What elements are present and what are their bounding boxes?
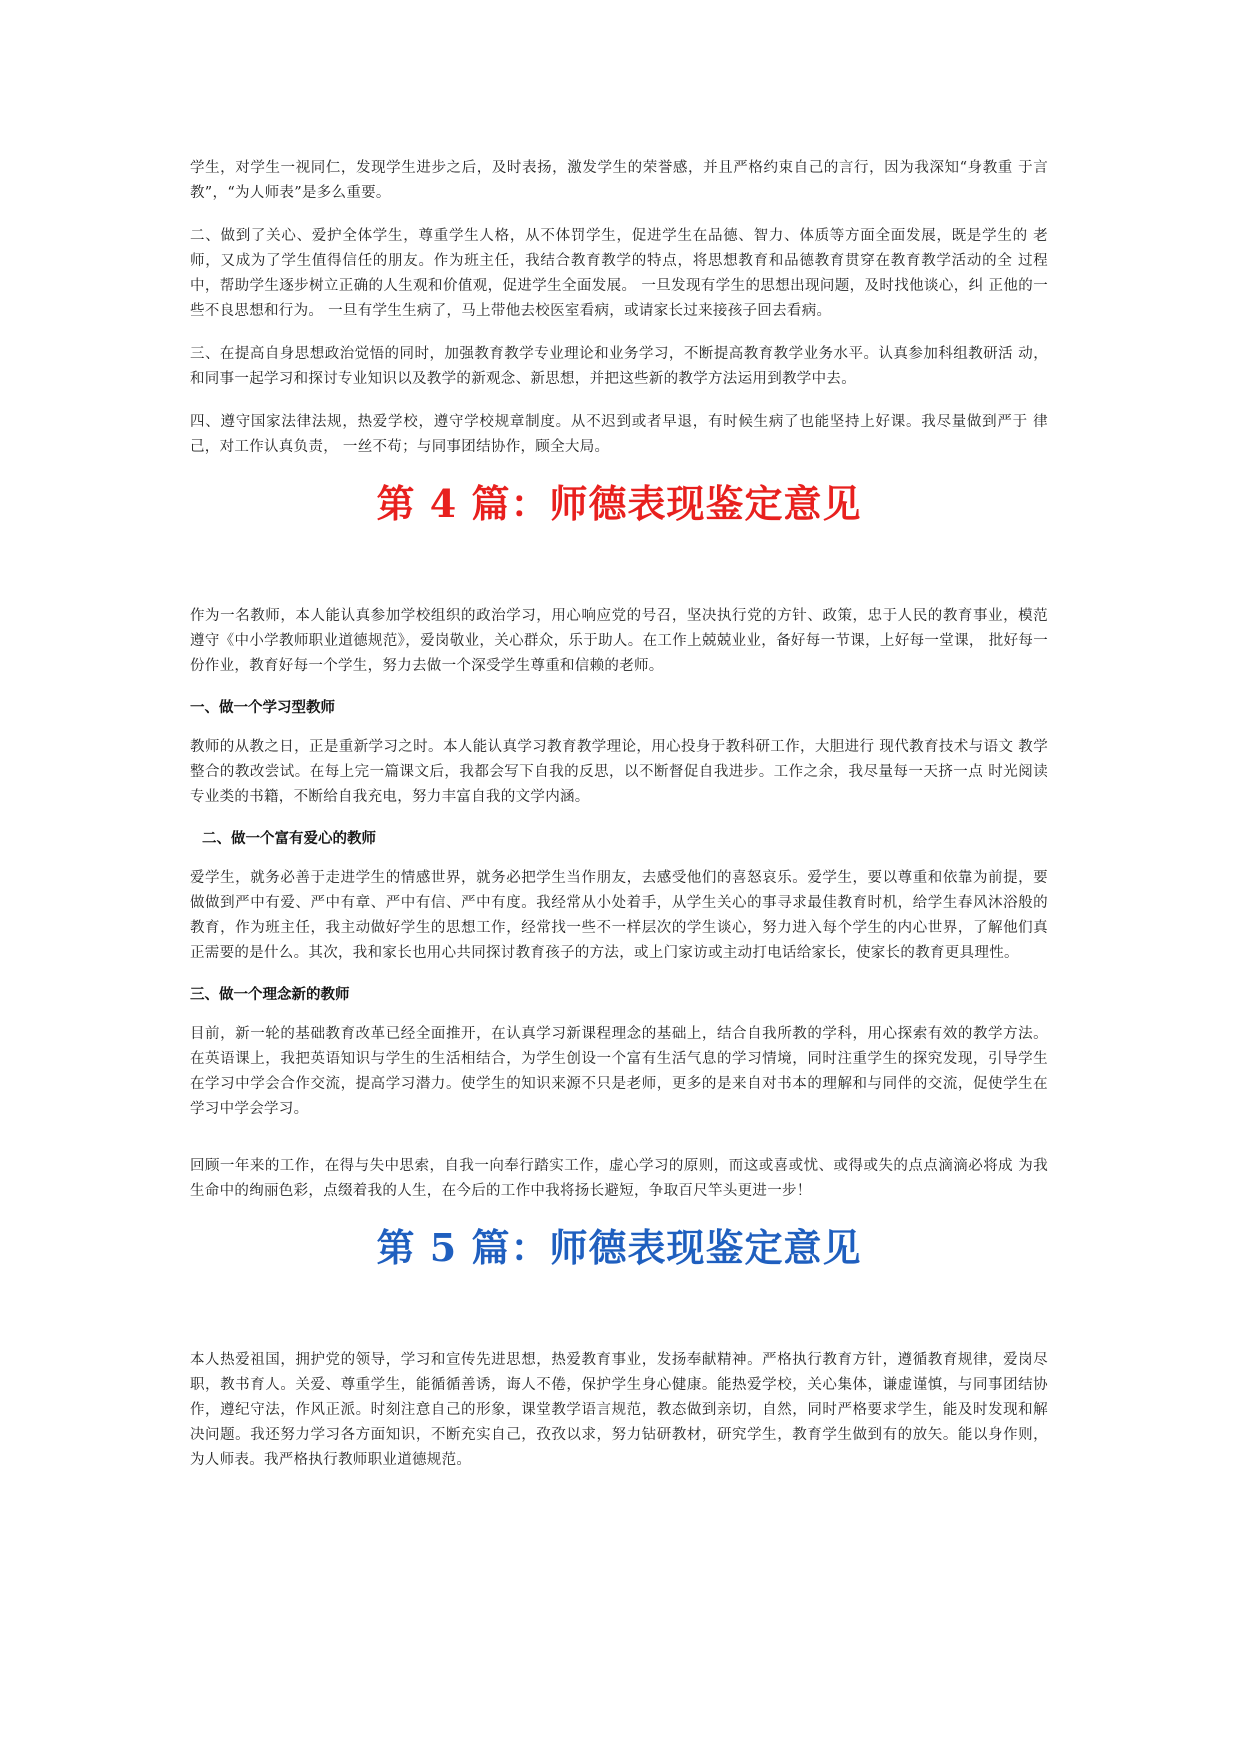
section-5-title: 第 5 篇：师德表现鉴定意见: [376, 1225, 862, 1270]
spacer: [190, 1140, 1048, 1154]
section-4-heading-1: 一、做一个学习型教师: [190, 700, 335, 716]
section-4-heading-3: 三、做一个理念新的教师: [190, 987, 350, 1003]
section-5-body-paragraph: 本人热爱祖国，拥护党的领导，学习和宣传先进思想，热爱教育事业，发扬奉献精神。严格执行教育方针，遵循教育规律，爱岗尽职，教书育人。关爱、尊重学生，能循循善诱，诲人不倦，保护学生身心健康。能热爱学校，关心集体，谦虚谨慎，与同事团结协作，遵纪守法，作风正派。时刻注意自己的形象，课堂教学语言规范，教态做到亲切，自然，同时严格要求学生，能及时发现和解决问题。我还努力学习各方面知识，不断充实自己，孜孜以求，努力钻研教材，研究学生，教育学生做到有的放矢。能以身作则，为人师表。我严格执行教师职业道德规范。: [190, 1352, 1048, 1468]
spacer: [190, 1274, 1048, 1348]
section-4-closing-paragraph: 回顾一年来的工作，在得与失中思索，自我一向奉行踏实工作，虚心学习的原则，而这或喜或忧、或得或失的点点滴滴必将成 为我生命中的绚丽色彩，点缀着我的人生，在今后的工作中我将扬长避短，争取百尺竿头更进一步！: [190, 1158, 1048, 1199]
intro-paragraph-4: 四、遵守国家法律法规，热爱学校，遵守学校规章制度。从不迟到或者早退，有时候生病了也能坚持上好课。我尽量做到严于 律己，对工作认真负责， 一丝不苟；与同事团结协作，顾全大局。: [190, 414, 1048, 455]
section-4-paragraph-1: 教师的从教之日，正是重新学习之时。本人能认真学习教育教学理论，用心投身于教科研工作，大胆进行 现代教育技术与语文 教学整合的教改尝试。在每上完一篇课文后，我都会写下自我的反思，以不断督促自我进步。工作之余，我尽量每一天挤一点 时光阅读专业类的书籍，不断给自我充电，努力丰富自我的文学内涵。: [190, 739, 1048, 805]
section-4-paragraph-2: 爱学生，就务必善于走进学生的情感世界，就务必把学生当作朋友，去感受他们的喜怒哀乐。爱学生，要以尊重和依靠为前提，要做做到严中有爱、严中有章、严中有信、严中有度。我经常从小处着手，从学生关心的事寻求最佳教育时机，给学生春风沐浴般的教育，作为班主任，我主动做好学生的思想工作，经常找一些不一样层次的学生谈心，努力进入每个学生的内心世界，了解他们真正需要的是什么。其次，我和家长也用心共同探讨教育孩子的方法，或上门家访或主动打电话给家长，使家长的教育更具理性。: [190, 870, 1048, 961]
document-content: [190, 156, 1048, 1491]
intro-paragraph-1: 学生，对学生一视同仁，发现学生进步之后，及时表扬，激发学生的荣誉感，并且严格约束自己的言行，因为我深知“身教重 于言教”，“为人师表”是多么重要。: [190, 160, 1048, 201]
intro-paragraph-3: 三、在提高自身思想政治觉悟的同时，加强教育教学专业理论和业务学习，不断提高教育教学业务水平。认真参加科组教研活 动，和同事一起学习和探讨专业知识以及教学的新观念、新思想，并把这些新的教学方法运用到教学中去。: [190, 346, 1048, 387]
spacer: [190, 530, 1048, 604]
intro-paragraph-2: 二、做到了关心、爱护全体学生，尊重学生人格，从不体罚学生，促进学生在品德、智力、体质等方面全面发展，既是学生的 老师，又成为了学生值得信任的朋友。作为班主任，我结合教育教学的特点，将思想教育和品德教育贯穿在教育教学活动的全 过程中，帮助学生逐步树立正确的人生观和价值观，促进学生全面发展。 一旦发现有学生的思想出现问题，及时找他谈心，纠 正他的一些不良思想和行为。 一旦有学生生病了，马上带他去校医室看病，或请家长过来接孩子回去看病。: [190, 228, 1048, 319]
section-4-heading-2: 二、做一个富有爱心的教师: [202, 831, 376, 847]
section-4-title: 第 4 篇：师德表现鉴定意见: [376, 481, 862, 526]
section-4-lead-paragraph: 作为一名教师，本人能认真参加学校组织的政治学习，用心响应党的号召，坚决执行党的方针、政策，忠于人民的教育事业，模范遵守《中小学教师职业道德规范》，爱岗敬业，关心群众，乐于助人。在工作上兢兢业业，备好每一节课，上好每一堂课， 批好每一份作业，教育好每一个学生，努力去做一个深受学生尊重和信赖的老师。: [190, 608, 1048, 674]
section-4-paragraph-3: 目前，新一轮的基础教育改革已经全面推开，在认真学习新课程理念的基础上，结合自我所教的学科，用心探索有效的教学方法。在英语课上，我把英语知识与学生的生活相结合，为学生创设一个富有生活气息的学习情境，同时注重学生的探究发现，引导学生在学习中学会合作交流，提高学习潜力。使学生的知识来源不只是老师，更多的是来自对书本的理解和与同伴的交流，促使学生在学习中学会学习。: [190, 1026, 1048, 1117]
